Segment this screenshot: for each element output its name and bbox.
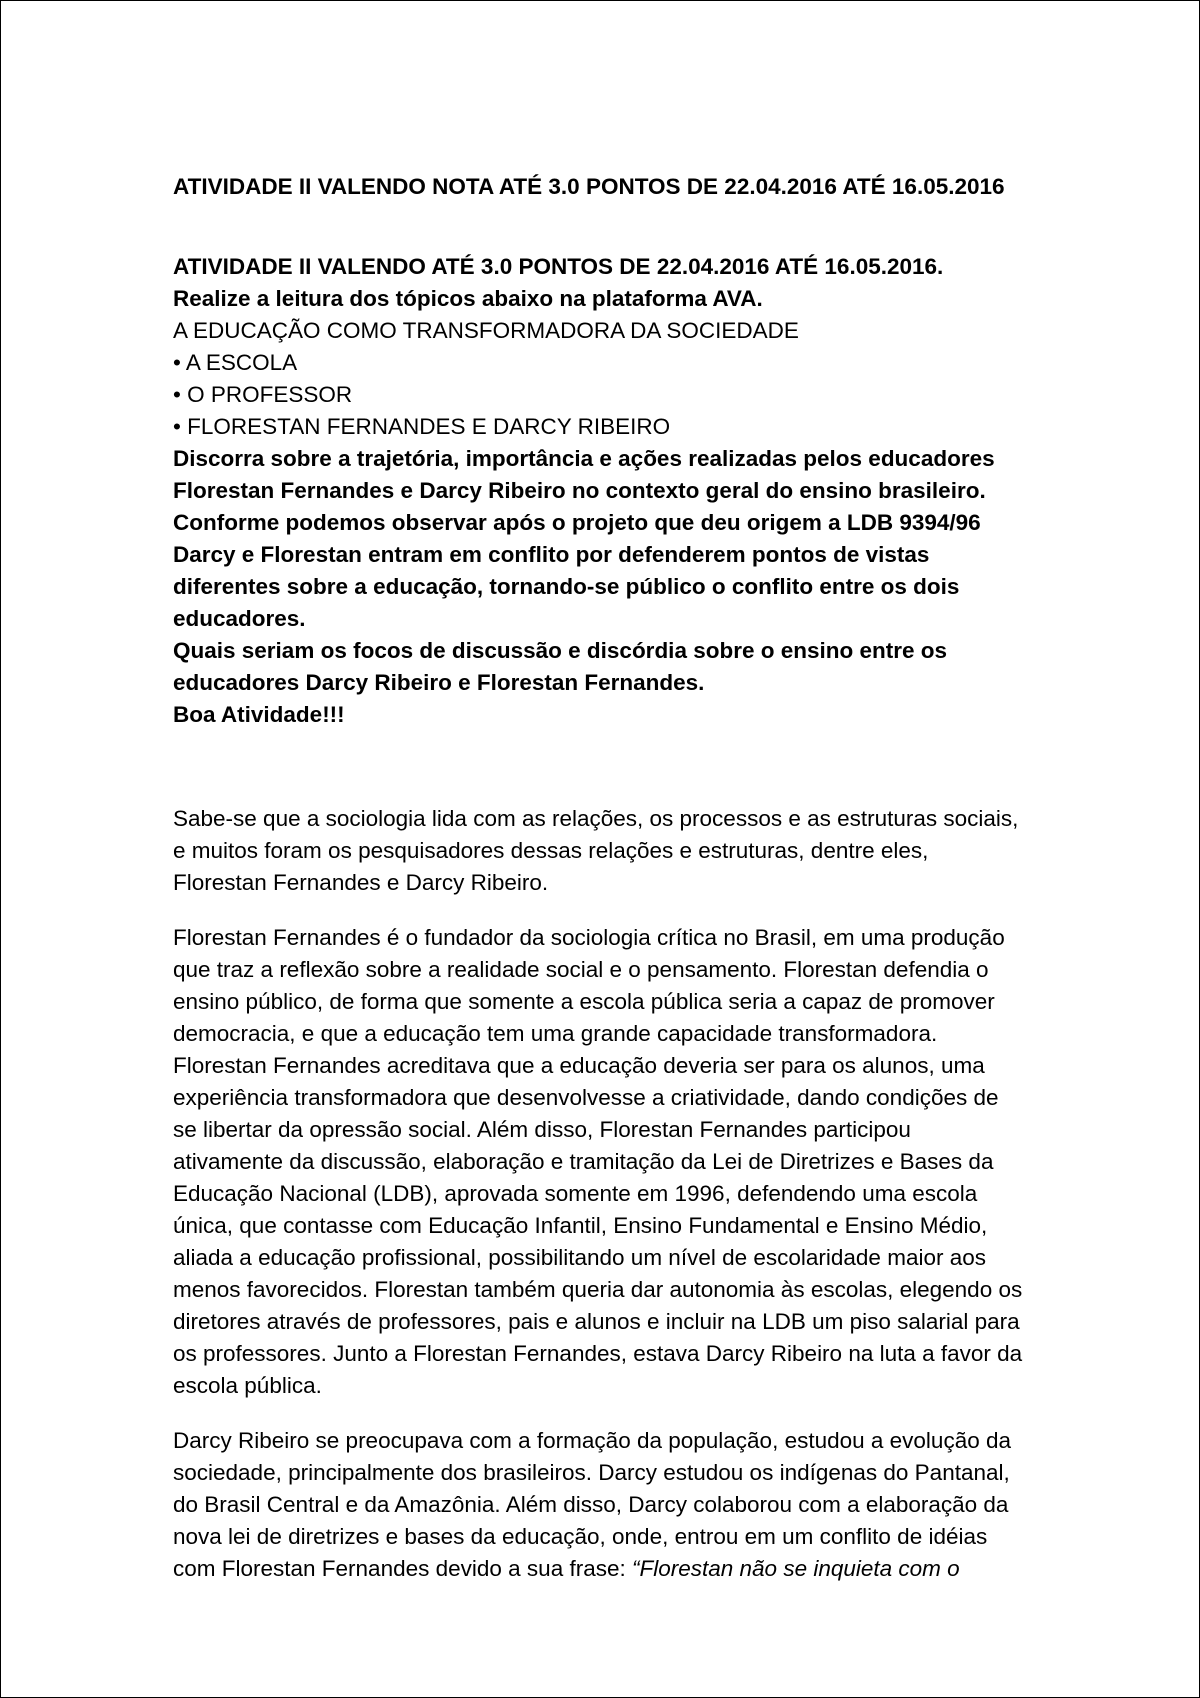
question-line: Darcy e Florestan entram em conflito por defenderem pontos de vistas bbox=[173, 542, 930, 567]
paragraph-line: Darcy Ribeiro se preocupava com a formação da população, estudou a evolução da bbox=[173, 1428, 1012, 1453]
answer-paragraph-3 bbox=[173, 1425, 1103, 1585]
paragraph-line: ensino público, de forma que somente a escola pública seria a capaz de promover bbox=[173, 989, 995, 1014]
assignment-instruction: Realize a leitura dos tópicos abaixo na plataforma AVA. bbox=[173, 286, 763, 311]
question-line: Discorra sobre a trajetória, importância e ações realizadas pelos educadores bbox=[173, 446, 995, 471]
paragraph-line-plain: com Florestan Fernandes devido a sua frase: bbox=[173, 1556, 632, 1581]
question-line: diferentes sobre a educação, tornando-se público o conflito entre os dois bbox=[173, 574, 960, 599]
assignment-heading: ATIVIDADE II VALENDO ATÉ 3.0 PONTOS DE 22.04.2016 ATÉ 16.05.2016. bbox=[173, 254, 944, 279]
paragraph-line: que traz a reflexão sobre a realidade social e o pensamento. Florestan defendia o bbox=[173, 957, 989, 982]
bullet-item: • FLORESTAN FERNANDES E DARCY RIBEIRO bbox=[173, 414, 671, 439]
paragraph-line: sociedade, principalmente dos brasileiros. Darcy estudou os indígenas do Pantanal, bbox=[173, 1460, 1010, 1485]
paragraph-line: ativamente da discussão, elaboração e tramitação da Lei de Diretrizes e Bases da bbox=[173, 1149, 994, 1174]
assignment-block bbox=[173, 251, 1103, 731]
answer-paragraph-2 bbox=[173, 922, 1103, 1402]
question-line: educadores. bbox=[173, 606, 306, 631]
question-line: Conforme podemos observar após o projeto que deu origem a LDB 9394/96 bbox=[173, 510, 981, 535]
paragraph-line: Florestan Fernandes acreditava que a educação deveria ser para os alunos, uma bbox=[173, 1053, 985, 1078]
bullet-item: • A ESCOLA bbox=[173, 350, 298, 375]
bullet-item: • O PROFESSOR bbox=[173, 382, 353, 407]
paragraph-line: Florestan Fernandes e Darcy Ribeiro. bbox=[173, 870, 549, 895]
paragraph-line: se libertar da opressão social. Além disso, Florestan Fernandes participou bbox=[173, 1117, 911, 1142]
paragraph-line: os professores. Junto a Florestan Fernandes, estava Darcy Ribeiro na luta a favor da bbox=[173, 1341, 1023, 1366]
question-line: Florestan Fernandes e Darcy Ribeiro no contexto geral do ensino brasileiro. bbox=[173, 478, 986, 503]
quote-text: “Florestan não se inquieta com o bbox=[632, 1556, 960, 1581]
question-line: educadores Darcy Ribeiro e Florestan Fernandes. bbox=[173, 670, 705, 695]
paragraph-line: única, que contasse com Educação Infantil, Ensino Fundamental e Ensino Médio, bbox=[173, 1213, 988, 1238]
paragraph-line: Educação Nacional (LDB), aprovada somente em 1996, defendendo uma escola bbox=[173, 1181, 978, 1206]
paragraph-line: menos favorecidos. Florestan também queria dar autonomia às escolas, elegendo os bbox=[173, 1277, 1023, 1302]
paragraph-last-line bbox=[173, 1553, 1103, 1585]
paragraph-line: Sabe-se que a sociologia lida com as relações, os processos e as estruturas sociais, bbox=[173, 806, 1019, 831]
answer-paragraph-1 bbox=[173, 803, 1103, 899]
question-line: Quais seriam os focos de discussão e discórdia sobre o ensino entre os bbox=[173, 638, 948, 663]
assignment-topic: A EDUCAÇÃO COMO TRANSFORMADORA DA SOCIEDADE bbox=[173, 318, 799, 343]
closing-line: Boa Atividade!!! bbox=[173, 702, 345, 727]
document-title: ATIVIDADE II VALENDO NOTA ATÉ 3.0 PONTOS DE 22.04.2016 ATÉ 16.05.2016 bbox=[173, 174, 1005, 199]
paragraph-line: do Brasil Central e da Amazônia. Além disso, Darcy colaborou com a elaboração da bbox=[173, 1492, 1009, 1517]
paragraph-line: Florestan Fernandes é o fundador da sociologia crítica no Brasil, em uma produção bbox=[173, 925, 1005, 950]
paragraph-line: experiência transformadora que desenvolvesse a criatividade, dando condições de bbox=[173, 1085, 999, 1110]
paragraph-line: e muitos foram os pesquisadores dessas relações e estruturas, dentre eles, bbox=[173, 838, 929, 863]
paragraph-line: democracia, e que a educação tem uma grande capacidade transformadora. bbox=[173, 1021, 938, 1046]
paragraph-line: aliada a educação profissional, possibilitando um nível de escolaridade maior aos bbox=[173, 1245, 986, 1270]
paragraph-line: escola pública. bbox=[173, 1373, 322, 1398]
paragraph-line: nova lei de diretrizes e bases da educação, onde, entrou em um conflito de idéias bbox=[173, 1524, 988, 1549]
paragraph-line: diretores através de professores, pais e alunos e incluir na LDB um piso salarial para bbox=[173, 1309, 1020, 1334]
